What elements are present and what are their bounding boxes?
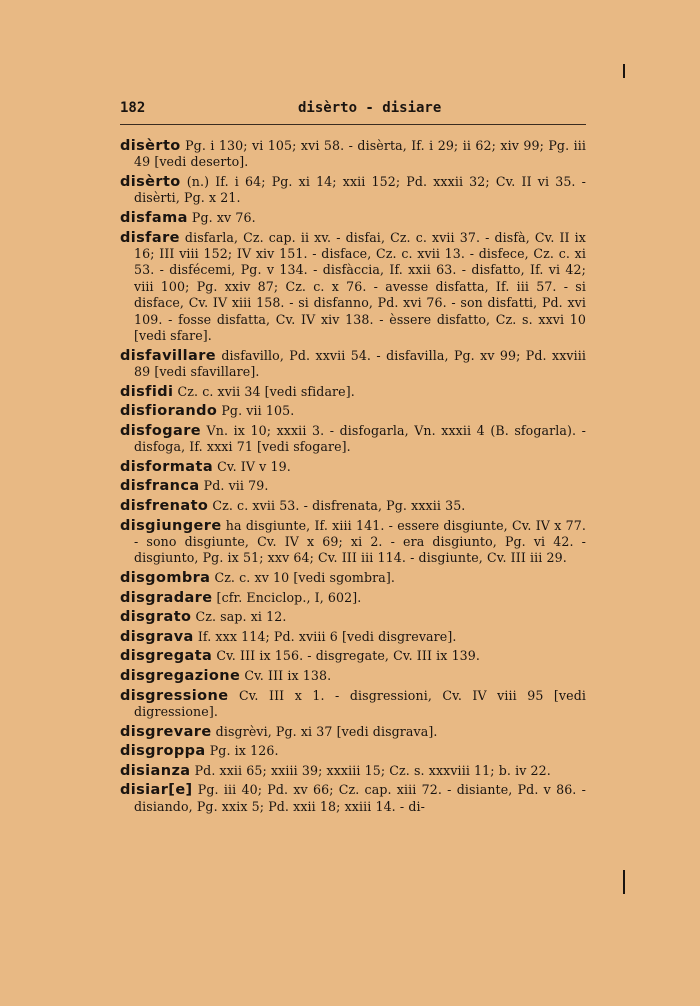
- entry-text: Pd. vii 79.: [199, 478, 269, 494]
- headword: disfrenato: [120, 498, 209, 514]
- dictionary-entry: [120, 403, 586, 419]
- dictionary-entry: [120, 459, 586, 475]
- dictionary-entry: [120, 688, 586, 721]
- page-number: 182: [120, 100, 146, 116]
- headword: disfogare: [120, 422, 201, 439]
- dictionary-entry: [120, 743, 586, 759]
- headword: disgregazione: [120, 667, 241, 684]
- entry-text: If. xxx 114; Pd. xviii 6 [vedi disgrevare].: [193, 628, 457, 644]
- dictionary-entry: [120, 782, 586, 815]
- dictionary-entry: [120, 210, 586, 226]
- dictionary-entry: [120, 724, 586, 740]
- page-edge-mark-bottom: [623, 870, 625, 894]
- headword: disèrto: [120, 174, 181, 190]
- headword: disgroppa: [120, 743, 206, 760]
- entry-text: disfarla, Cz. cap. ii xv. - disfai, Cz. c. xvii 37. - disfà, Cv. II ix 16; III viii 152; IV xiv 151. - disface, Cz. c. xvii 13. - disfece, Cz. c. xi 53. - disfécemi, Pg. v 134. - disfàccia, If. xxii 63. - disfatto, If. vi 42; viii 100; Pg. xxiv 87; Cz. c. x 76. - avesse disfatta, If. iii 57. - si disface, Cv. IV xiii 158. - si disfanno, Pd. xvi 76. - son disfatti, Pd. xvi 109. - fosse disfatta, Cv. IV xiv 138. - èssere disfatto, Cz. s. xxvi 10 [vedi sfare].: [134, 229, 586, 344]
- dictionary-entry: [120, 763, 586, 779]
- headword: disèrto: [120, 138, 181, 154]
- header-range: disèrto - disiare: [298, 100, 442, 116]
- headword: disfidi: [120, 383, 174, 400]
- entry-text: Vn. ix 10; xxxii 3. - disfogarla, Vn. xxxii 4 (B. sfogarla). - disfoga, If. xxxi 71 [vedi sfogare].: [134, 422, 586, 455]
- entry-text: ha disgiunte, If. xiii 141. - essere disgiunte, Cv. IV x 77. - sono disgiunte, Cv. IV x 69; xi 2. - era disgiunto, Pg. vi 42. - disgiunto, Pg. ix 51; xxv 64; Cv. III iii 114. - disgiunte, Cv. III iii 29.: [134, 517, 586, 566]
- headword: disfare: [120, 229, 180, 246]
- entry-text: Cv. III ix 156. - disgregate, Cv. III ix 139.: [212, 648, 481, 664]
- entry-text: Cv. III x 1. - disgressioni, Cv. IV viii 95 [vedi digressione].: [134, 687, 586, 719]
- headword: disgressione: [120, 687, 229, 704]
- entry-text: disfavillo, Pd. xxvii 54. - disfavilla, Pg. xv 99; Pd. xxviii 89 [vedi sfavillare].: [134, 347, 586, 380]
- entry-text: Cz. c. xvii 34 [vedi sfidare].: [173, 383, 355, 399]
- headword: disfama: [120, 210, 188, 226]
- dictionary-entry: [120, 518, 586, 567]
- entry-text: Cv. IV v 19.: [213, 458, 291, 474]
- entry-text: Pg. vii 105.: [217, 403, 295, 419]
- headword: disgombra: [120, 570, 211, 586]
- entry-text: (n.) If. i 64; Pg. xi 14; xxii 152; Pd. xxxii 32; Cv. II vi 35. - disèrti, Pg. x 21.: [134, 174, 586, 206]
- entry-text: Cz. c. xvii 53. - disfrenata, Pg. xxxii 35.: [208, 498, 466, 513]
- entry-text: Pg. ix 126.: [205, 743, 279, 759]
- dictionary-entry: [120, 138, 586, 171]
- running-header: [120, 100, 586, 122]
- header-rule: [120, 124, 586, 125]
- entry-text: Cv. III ix 138.: [240, 667, 332, 683]
- headword: disgiungere: [120, 517, 222, 534]
- headword: disiar[e]: [120, 782, 193, 799]
- dictionary-entry: [120, 498, 586, 514]
- dictionary-entry: [120, 478, 586, 494]
- headword: disfranca: [120, 478, 200, 495]
- page-edge-mark-top: [623, 64, 625, 78]
- dictionary-entry: [120, 570, 586, 586]
- dictionary-entry: [120, 423, 586, 456]
- entry-text: Pg. iii 40; Pd. xv 66; Cz. cap. xiii 72. - disiante, Pd. v 86. - disiando, Pg. xxix 5; Pd. xxii 18; xxiii 14. - di-: [134, 782, 586, 814]
- dictionary-entry: [120, 629, 586, 645]
- headword: disfavillare: [120, 347, 217, 364]
- headword: disfiorando: [120, 403, 218, 420]
- dictionary-entry: [120, 230, 586, 345]
- entry-text: Cz. c. xv 10 [vedi sgombra].: [210, 570, 395, 585]
- headword: disianza: [120, 762, 191, 779]
- dictionary-entry: [120, 590, 586, 606]
- dictionary-entry: [120, 348, 586, 381]
- dictionary-entry: [120, 384, 586, 400]
- headword: disgrava: [120, 628, 194, 645]
- entry-text: Pd. xxii 65; xxiii 39; xxxiii 15; Cz. s. xxxviii 11; b. iv 22.: [190, 762, 551, 778]
- dictionary-entry: [120, 609, 586, 625]
- entry-text: [cfr. Enciclop., I, 602].: [212, 589, 362, 605]
- entry-text: Pg. xv 76.: [187, 210, 256, 225]
- headword: disgregata: [120, 648, 213, 665]
- entry-text: disgrèvi, Pg. xi 37 [vedi disgrava].: [211, 723, 438, 739]
- entry-text: Pg. i 130; vi 105; xvi 58. - disèrta, If. i 29; ii 62; xiv 99; Pg. iii 49 [vedi deserto].: [134, 138, 586, 170]
- dictionary-entry: [120, 668, 586, 684]
- headword: disgrevare: [120, 723, 212, 740]
- headword: disformata: [120, 458, 214, 475]
- entry-text: Cz. sap. xi 12.: [191, 609, 287, 625]
- dictionary-entry: [120, 174, 586, 207]
- entry-list: [120, 138, 586, 818]
- headword: disgradare: [120, 589, 213, 606]
- headword: disgrato: [120, 609, 192, 626]
- dictionary-entry: [120, 648, 586, 664]
